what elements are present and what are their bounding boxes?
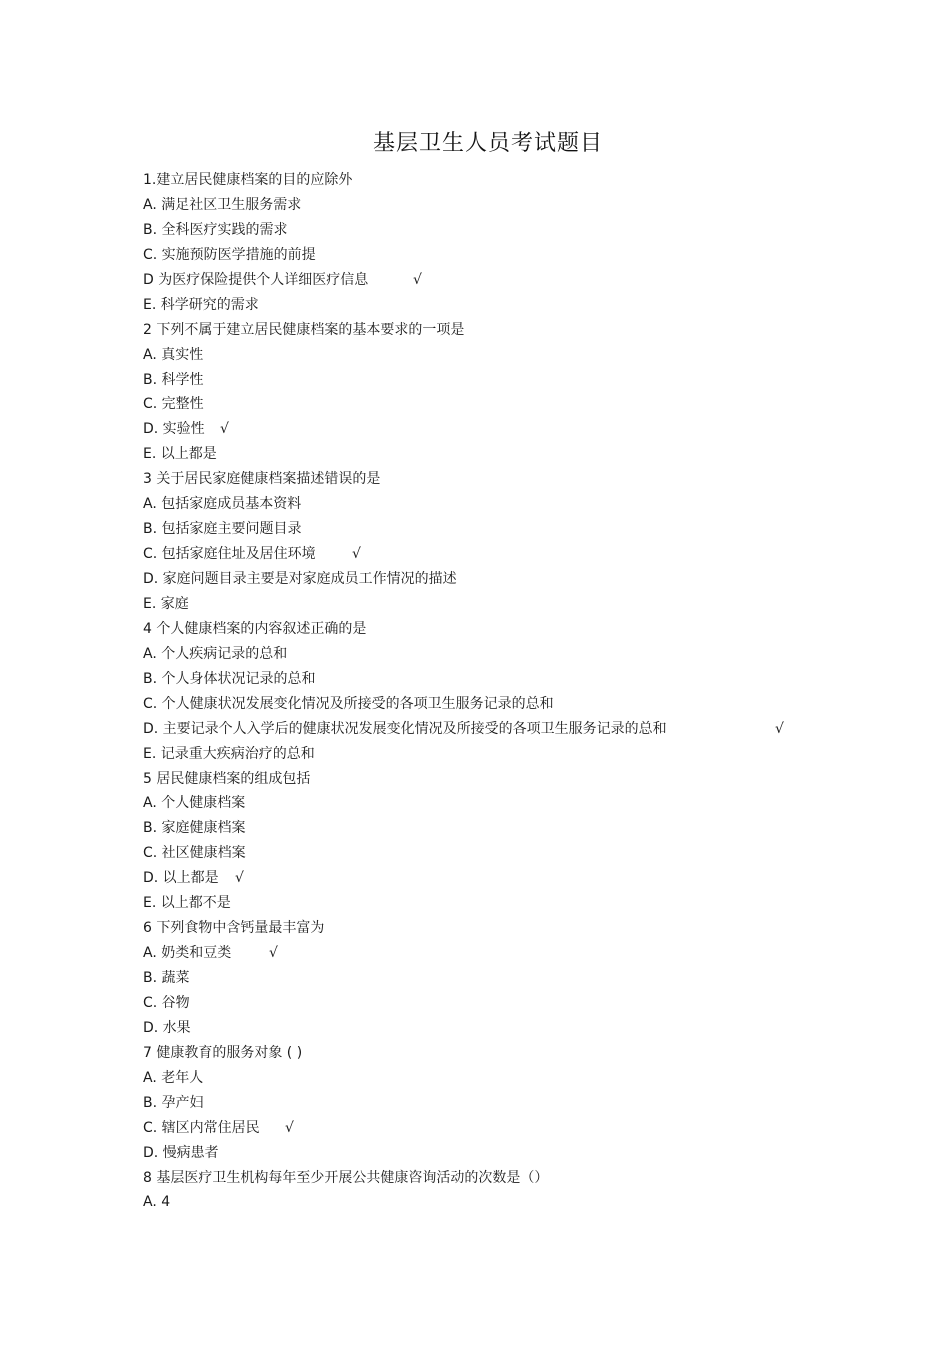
correct-answer-check-mark: √ bbox=[775, 720, 784, 737]
answer-option bbox=[143, 293, 843, 318]
question-stem: 3 关于居民家庭健康档案描述错误的是 bbox=[143, 471, 381, 488]
option-text: E. 家庭 bbox=[143, 595, 189, 612]
correct-answer-check-mark: √ bbox=[235, 870, 244, 887]
answer-option bbox=[143, 343, 843, 368]
question-stem: 8 基层医疗卫生机构每年至少开展公共健康咨询活动的次数是（） bbox=[143, 1169, 549, 1186]
answer-option bbox=[143, 268, 843, 293]
option-text: A. 4 bbox=[143, 1194, 171, 1211]
answer-option bbox=[143, 1066, 843, 1091]
option-text: A. 老年人 bbox=[143, 1069, 204, 1086]
correct-answer-check-mark: √ bbox=[352, 546, 361, 563]
option-text: D. 家庭问题目录主要是对家庭成员工作情况的描述 bbox=[143, 571, 457, 587]
answer-option bbox=[143, 791, 843, 816]
option-text: B. 个人身体状况记录的总和 bbox=[143, 670, 316, 687]
option-text: D. 实验性 bbox=[143, 421, 205, 438]
answer-option bbox=[143, 243, 843, 268]
page-title: 基层卫生人员考试题目 bbox=[372, 131, 603, 156]
question-stem: 7 健康教育的服务对象 ( ) bbox=[143, 1044, 303, 1061]
option-text: C. 实施预防医学措施的前提 bbox=[143, 246, 316, 263]
option-text: C. 辖区内常住居民 bbox=[143, 1119, 260, 1136]
question-stem: 5 居民健康档案的组成包括 bbox=[143, 770, 311, 787]
option-text: B. 孕产妇 bbox=[143, 1094, 204, 1111]
answer-option bbox=[143, 991, 843, 1016]
answer-option bbox=[143, 193, 843, 218]
answer-option bbox=[143, 642, 843, 667]
option-text: A. 个人疾病记录的总和 bbox=[143, 645, 288, 662]
answer-option bbox=[143, 567, 843, 592]
answer-option bbox=[143, 368, 843, 393]
answer-option bbox=[143, 592, 843, 617]
answer-option bbox=[143, 717, 843, 742]
answer-option bbox=[143, 692, 843, 717]
answer-option bbox=[143, 742, 843, 767]
option-text: E. 以上都不是 bbox=[143, 895, 231, 912]
question-stem: 1.建立居民健康档案的目的应除外 bbox=[143, 172, 353, 188]
answer-option bbox=[143, 442, 843, 467]
option-text: A. 个人健康档案 bbox=[143, 795, 246, 812]
option-text: E. 以上都是 bbox=[143, 446, 217, 463]
option-text: D 为医疗保险提供个人详细医疗信息 bbox=[143, 271, 369, 288]
option-text: A. 真实性 bbox=[143, 346, 204, 363]
answer-option bbox=[143, 966, 843, 991]
option-text: E. 记录重大疾病治疗的总和 bbox=[143, 745, 315, 762]
option-text: C. 个人健康状况发展变化情况及所接受的各项卫生服务记录的总和 bbox=[143, 695, 554, 712]
answer-option bbox=[143, 891, 843, 916]
option-text: D. 水果 bbox=[143, 1019, 191, 1036]
option-text: D. 以上都是 bbox=[143, 870, 219, 887]
option-text: B. 包括家庭主要问题目录 bbox=[143, 521, 302, 538]
correct-answer-check-mark: √ bbox=[413, 271, 422, 288]
answer-option bbox=[143, 517, 843, 542]
question-stem: 6 下列食物中含钙量最丰富为 bbox=[143, 920, 325, 937]
answer-option bbox=[143, 941, 843, 966]
answer-option bbox=[143, 492, 843, 517]
answer-option bbox=[143, 1016, 843, 1041]
option-text: A. 包括家庭成员基本资料 bbox=[143, 496, 302, 513]
answer-option bbox=[143, 218, 843, 243]
option-text: B. 家庭健康档案 bbox=[143, 820, 246, 837]
answer-option bbox=[143, 1141, 843, 1166]
option-text: A. 奶类和豆类 bbox=[143, 945, 232, 962]
answer-option bbox=[143, 417, 843, 442]
option-text: C. 谷物 bbox=[143, 994, 190, 1011]
answer-option bbox=[143, 841, 843, 866]
correct-answer-check-mark: √ bbox=[285, 1119, 294, 1136]
option-text: A. 满足社区卫生服务需求 bbox=[143, 196, 302, 213]
question-stem: 2 下列不属于建立居民健康档案的基本要求的一项是 bbox=[143, 321, 465, 338]
answer-option bbox=[143, 816, 843, 841]
answer-option bbox=[143, 667, 843, 692]
question-list bbox=[143, 168, 843, 1215]
option-text: D. 主要记录个人入学后的健康状况发展变化情况及所接受的各项卫生服务记录的总和 bbox=[143, 720, 667, 737]
answer-option bbox=[143, 1091, 843, 1116]
answer-option bbox=[143, 1190, 843, 1215]
correct-answer-check-mark: √ bbox=[269, 945, 278, 962]
option-text: C. 社区健康档案 bbox=[143, 845, 246, 862]
answer-option bbox=[143, 392, 843, 417]
option-text: C. 完整性 bbox=[143, 396, 204, 413]
option-text: B. 蔬菜 bbox=[143, 970, 190, 986]
question-stem: 4 个人健康档案的内容叙述正确的是 bbox=[143, 620, 367, 637]
option-text: C. 包括家庭住址及居住环境 bbox=[143, 546, 316, 563]
option-text: D. 慢病患者 bbox=[143, 1144, 219, 1161]
answer-option bbox=[143, 1116, 843, 1141]
option-text: B. 全科医疗实践的需求 bbox=[143, 221, 288, 238]
correct-answer-check-mark: √ bbox=[220, 421, 229, 438]
answer-option bbox=[143, 542, 843, 567]
option-text: B. 科学性 bbox=[143, 371, 204, 388]
option-text: E. 科学研究的需求 bbox=[143, 296, 259, 313]
answer-option bbox=[143, 866, 843, 891]
